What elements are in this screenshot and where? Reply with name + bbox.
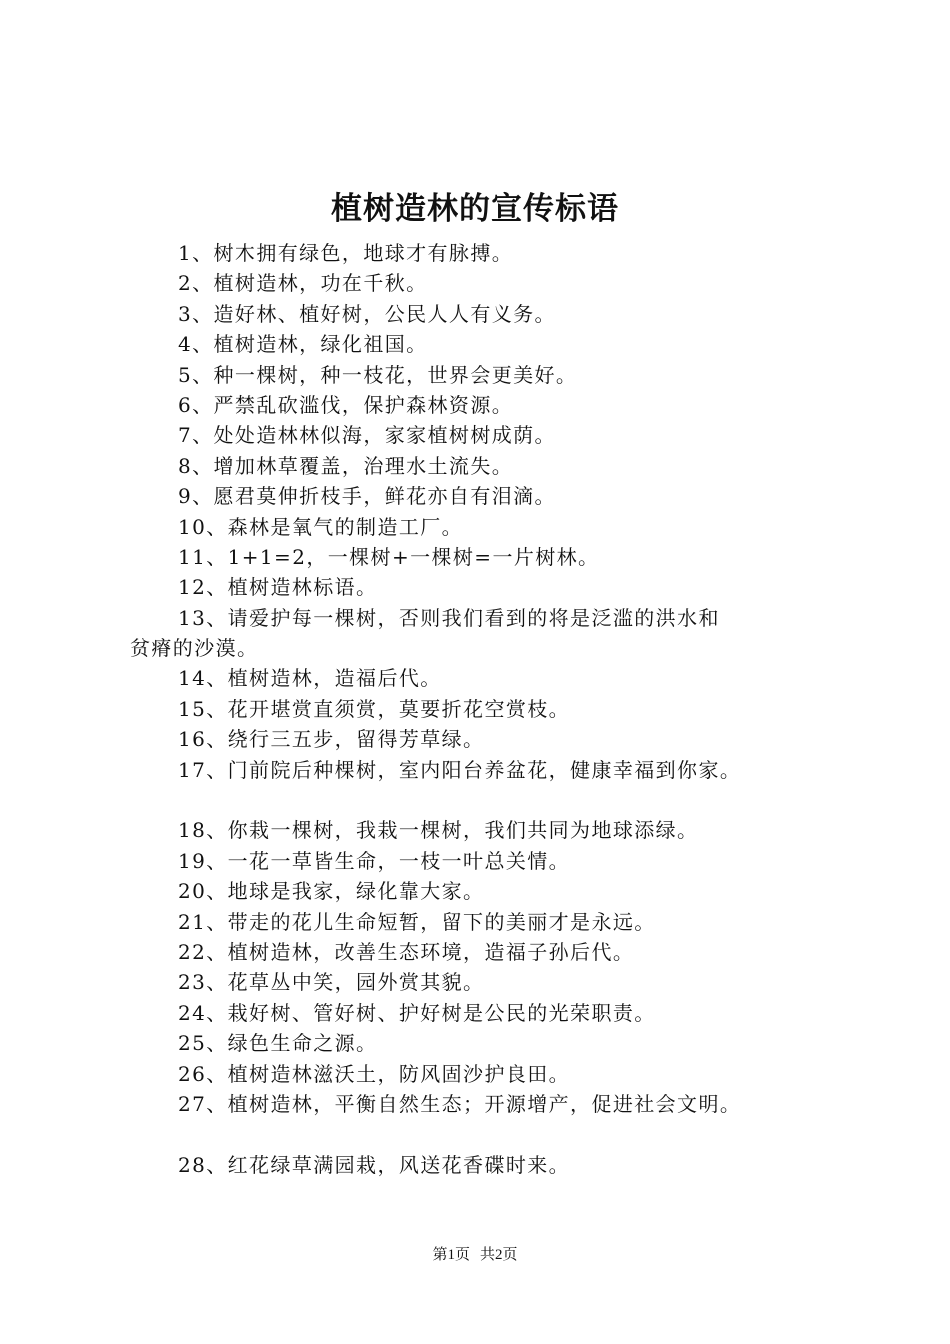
blank-line [130, 1119, 865, 1149]
slogan-line: 1、树木拥有绿色，地球才有脉搏。 [178, 241, 514, 265]
slogan-line: 14、植树造林，造福后代。 [178, 666, 442, 691]
slogan-line: 22、植树造林，改善生态环境，造福子孙后代。 [178, 939, 635, 964]
slogan-line: 17、门前院后种棵树，室内阳台养盆花，健康幸福到你家。 [178, 757, 742, 782]
slogan-line: 7、处处造林林似海，家家植树树成荫。 [178, 423, 556, 448]
slogan-line: 25、绿色生命之源。 [178, 1031, 378, 1056]
slogan-line: 20、地球是我家，绿化靠大家。 [178, 879, 485, 904]
slogan-list [130, 238, 865, 1180]
page-number: 第1页 [432, 1247, 470, 1263]
slogan-line: 26、植树造林滋沃土，防风固沙护良田。 [178, 1061, 571, 1086]
page-total: 共2页 [480, 1247, 518, 1263]
slogan-line: 18、你栽一棵树，我栽一棵树，我们共同为地球添绿。 [178, 818, 699, 843]
slogan-line: 13、请爱护每一棵树，否则我们看到的将是泛滥的洪水和 [178, 605, 720, 630]
slogan-line: 24、栽好树、管好树、护好树是公民的光荣职责。 [178, 1000, 656, 1025]
slogan-line: 10、森林是氧气的制造工厂。 [178, 514, 464, 539]
slogan-line: 27、植树造林，平衡自然生态；开源增产，促进社会文明。 [178, 1091, 742, 1116]
page-footer [0, 1244, 950, 1266]
slogan-line: 19、一花一草皆生命，一枝一叶总关情。 [178, 848, 571, 873]
slogan-line: 21、带走的花儿生命短暂，留下的美丽才是永远。 [178, 909, 656, 934]
slogan-line: 16、绕行三五步，留得芳草绿。 [178, 727, 485, 752]
slogan-line: 9、愿君莫伸折枝手，鲜花亦自有泪滴。 [178, 484, 556, 509]
slogan-line: 8、增加林草覆盖，治理水土流失。 [178, 453, 514, 478]
slogan-line: 15、花开堪赏直须赏，莫要折花空赏枝。 [178, 696, 571, 721]
slogan-line: 2、植树造林，功在千秋。 [178, 271, 428, 296]
slogan-line: 6、严禁乱砍滥伐，保护森林资源。 [178, 392, 514, 417]
slogan-line: 28、红花绿草满园栽，风送花香碟时来。 [178, 1152, 571, 1177]
slogan-line: 3、造好林、植好树，公民人人有义务。 [178, 301, 556, 326]
slogan-line: 5、种一棵树，种一枝花，世界会更美好。 [178, 362, 578, 387]
slogan-line-continuation: 贫瘠的沙漠。 [130, 636, 259, 661]
document-title: 植树造林的宣传标语 [331, 191, 619, 227]
slogan-line: 4、植树造林，绿化祖国。 [178, 332, 428, 357]
slogan-line: 23、花草丛中笑，园外赏其貌。 [178, 970, 485, 995]
blank-line [130, 785, 865, 815]
slogan-line: 11、1+1=2，一棵树+一棵树=一片树林。 [178, 544, 600, 569]
slogan-line: 12、植树造林标语。 [178, 575, 378, 600]
